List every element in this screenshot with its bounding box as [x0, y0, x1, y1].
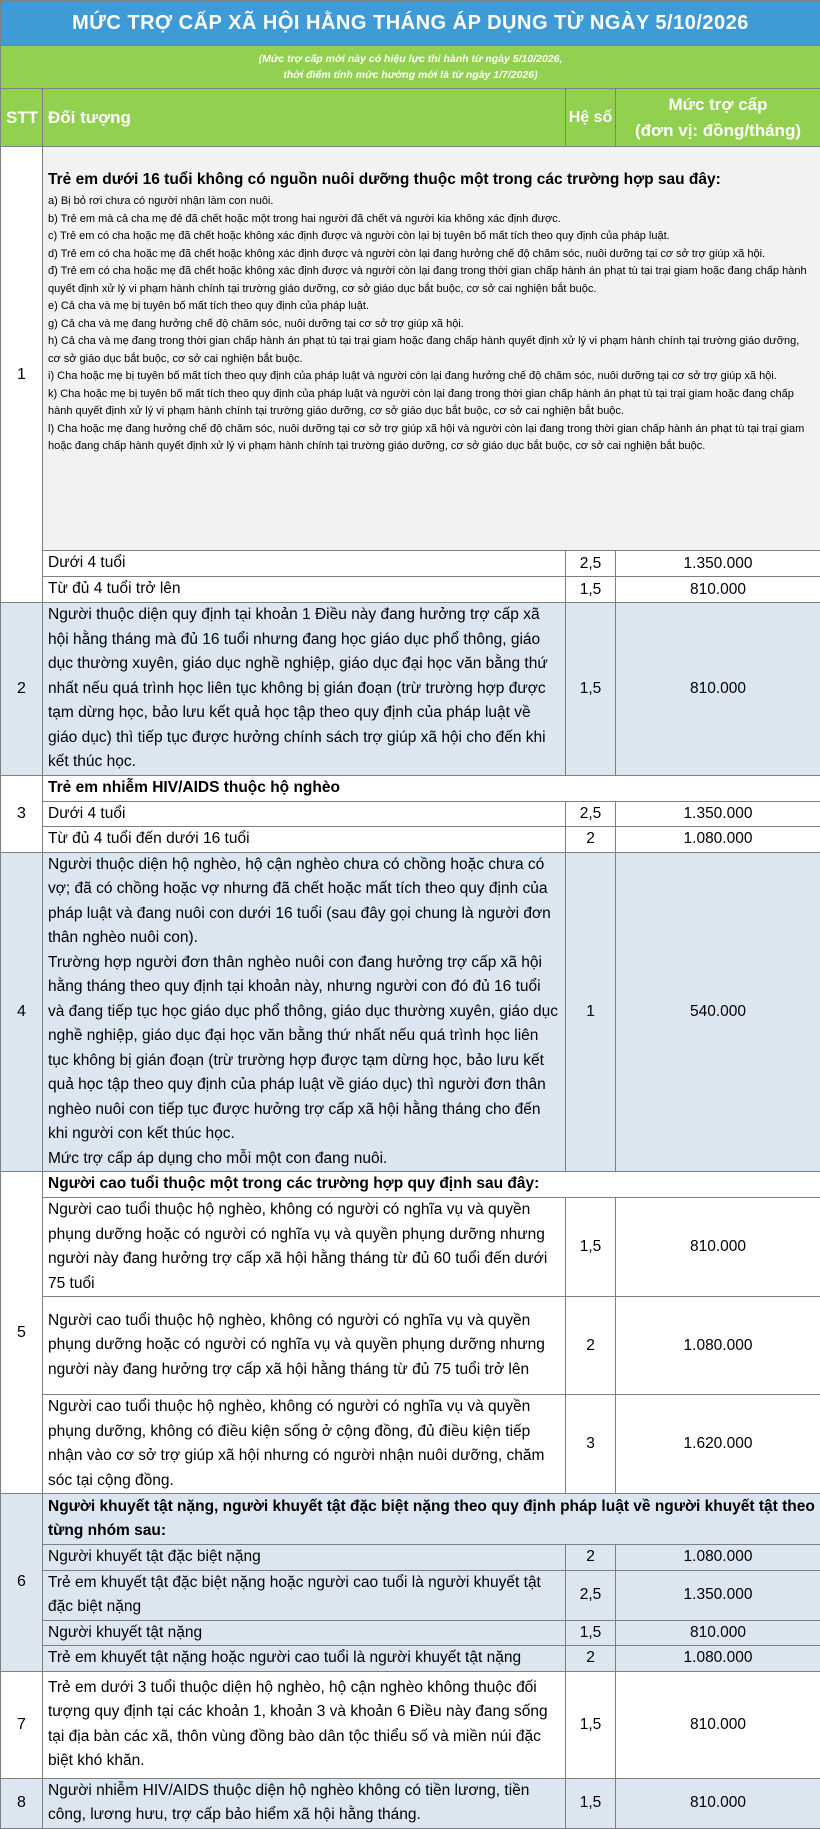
row-5-sub-3-coef: 3	[566, 1395, 616, 1494]
list-item: c) Trẻ em có cha hoặc mẹ đã chết hoặc không xác định được và người còn lại bị tuyên bố mất tích theo quy định của pháp luật.	[48, 228, 815, 246]
row-6-sub-1-coef: 2	[566, 1545, 616, 1571]
row-4-amount: 540.000	[616, 852, 820, 1172]
row-6-sub-2-label: Trẻ em khuyết tật đặc biệt nặng hoặc người cao tuổi là người khuyết tật đặc biệt nặng	[43, 1570, 566, 1620]
row-7-text: Trẻ em dưới 3 tuổi thuộc diện hộ nghèo, hộ cận nghèo không thuộc đối tượng quy định tại các khoản 1, khoản 3 và khoản 6 Điều này đang sống tại địa bàn các xã, thôn vùng đồng bào dân tộc thiểu số và miền núi đặc biệt khó khăn.	[43, 1671, 566, 1778]
row-1-case-list	[48, 193, 815, 456]
table-row-7	[1, 1671, 820, 1778]
row-3-sub-2-amount: 1.080.000	[616, 827, 820, 853]
table-row-6b	[1, 1570, 820, 1620]
table-row-6c	[1, 1620, 820, 1646]
list-item: a) Bị bỏ rơi chưa có người nhận làm con nuôi.	[48, 193, 815, 211]
row-5-sub-2-amount: 1.080.000	[616, 1297, 820, 1395]
stt-cell: 4	[1, 852, 43, 1172]
row-3-sub-1-amount: 1.350.000	[616, 801, 820, 827]
page-title: MỨC TRỢ CẤP XÃ HỘI HẰNG THÁNG ÁP DỤNG TỪ NGÀY 5/10/2026	[1, 1, 820, 46]
row-1-sub-2-label: Từ đủ 4 tuổi trở lên	[43, 577, 566, 603]
stt-cell: 6	[1, 1494, 43, 1672]
row-5-sub-2-label: Người cao tuổi thuộc hộ nghèo, không có người có nghĩa vụ và quyền phụng dưỡng hoặc có người có nghĩa vụ và quyền phụng dưỡng nhưng người này đang hưởng trợ cấp xã hội hằng tháng từ đủ 75 tuổi trở lên	[43, 1297, 566, 1395]
list-item: i) Cha hoặc mẹ bị tuyên bố mất tích theo quy định của pháp luật và người còn lại đang hưởng chế độ chăm sóc, nuôi dưỡng tại cơ sở trợ giúp xã hội.	[48, 368, 815, 386]
header-stt: STT	[1, 89, 43, 147]
table-row-5	[1, 1172, 820, 1198]
row-1-sub-1-coef: 2,5	[566, 551, 616, 577]
list-item: đ) Trẻ em có cha hoặc mẹ đã chết hoặc không xác định được và người còn lại đang trong thời gian chấp hành án phạt tù tại trại giam hoặc đang chấp hành quyết định xử lý vi phạm hành chính tại trường giáo dưỡng, cơ sở giáo dục bắt buộc, cơ sở cai nghiện bắt buộc.	[48, 263, 815, 298]
table-row-3b	[1, 827, 820, 853]
row-6-sub-3-coef: 1,5	[566, 1620, 616, 1646]
row-5-sub-3-amount: 1.620.000	[616, 1395, 820, 1494]
row-6-sub-4-label: Trẻ em khuyết tật nặng hoặc người cao tuổi là người khuyết tật nặng	[43, 1646, 566, 1672]
header-amount-unit: (đơn vị: đồng/tháng)	[621, 118, 815, 144]
stt-cell: 1	[1, 147, 43, 603]
table-row-1b	[1, 577, 820, 603]
row-2-amount: 810.000	[616, 603, 820, 776]
stt-cell: 7	[1, 1671, 43, 1778]
stt-cell: 2	[1, 603, 43, 776]
row-5-sub-1-amount: 810.000	[616, 1198, 820, 1297]
row-6-sub-2-coef: 2,5	[566, 1570, 616, 1620]
table-row-3a	[1, 801, 820, 827]
row-6-sub-1-amount: 1.080.000	[616, 1545, 820, 1571]
table-row-5c	[1, 1395, 820, 1494]
row-8-text: Người nhiễm HIV/AIDS thuộc diện hộ nghèo không có tiền lương, tiền công, lương hưu, trợ cấp bảo hiểm xã hội hằng tháng.	[43, 1778, 566, 1828]
header-amount	[616, 89, 820, 147]
stt-cell: 3	[1, 775, 43, 852]
row-8-amount: 810.000	[616, 1778, 820, 1828]
note-row	[1, 46, 820, 89]
header-coef: Hệ số	[566, 89, 616, 147]
header-row	[1, 89, 820, 147]
row-8-coef: 1,5	[566, 1778, 616, 1828]
note-line-2: thời điểm tính mức hưởng mới là từ ngày 1/7/2026)	[6, 67, 815, 83]
list-item: g) Cả cha và mẹ đang hưởng chế độ chăm sóc, nuôi dưỡng tại cơ sở trợ giúp xã hội.	[48, 316, 815, 334]
row-6-sub-4-amount: 1.080.000	[616, 1646, 820, 1672]
row-4-text	[43, 852, 566, 1172]
note-line-1: (Mức trợ cấp mới này có hiệu lực thi hành từ ngày 5/10/2026,	[6, 51, 815, 67]
row-6-sub-3-amount: 810.000	[616, 1620, 820, 1646]
row-3-heading: Trẻ em nhiễm HIV/AIDS thuộc hộ nghèo	[43, 775, 820, 801]
effective-date-note	[1, 46, 820, 89]
table-row-3	[1, 775, 820, 801]
header-subject: Đối tượng	[43, 89, 566, 147]
list-item: k) Cha hoặc mẹ bị tuyên bố mất tích theo quy định của pháp luật và người còn lại đang trong thời gian chấp hành án phạt tù tại trại giam hoặc đang chấp hành quyết định xử lý vi phạm hành chính tại trường giáo dưỡng, cơ sở giáo dục bắt buộc, cơ sở cai nghiện bắt buộc.	[48, 386, 815, 421]
list-item: b) Trẻ em mà cả cha mẹ đẻ đã chết hoặc một trong hai người đã chết và người kia không xác định được.	[48, 211, 815, 229]
table-row-6a	[1, 1545, 820, 1571]
row-4-paragraph-3: Mức trợ cấp áp dụng cho mỗi một con đang nuôi.	[48, 1147, 560, 1172]
list-item: l) Cha hoặc mẹ đang hưởng chế độ chăm sóc, nuôi dưỡng tại cơ sở trợ giúp xã hội và người còn lại đang trong thời gian chấp hành án phạt tù tại trại giam hoặc đang chấp hành quyết định xử lý vi phạm hành chính tại trường giáo dưỡng, cơ sở giáo dục bắt buộc, cơ sở cai nghiện bắt buộc.	[48, 421, 815, 456]
row-4-coef: 1	[566, 852, 616, 1172]
table-row-8	[1, 1778, 820, 1828]
table-row-6	[1, 1494, 820, 1545]
row-5-sub-1-coef: 1,5	[566, 1198, 616, 1297]
row-4-paragraph-1: Người thuộc diện hộ nghèo, hộ cận nghèo chưa có chồng hoặc chưa có vợ; đã có chồng hoặc vợ nhưng đã chết hoặc mất tích theo quy định của pháp luật và đang nuôi con dưới 16 tuổi (sau đây gọi chung là người đơn thân nghèo nuôi con).	[48, 853, 560, 951]
row-3-sub-1-label: Dưới 4 tuổi	[43, 801, 566, 827]
stt-cell: 5	[1, 1172, 43, 1494]
title-row	[1, 1, 820, 46]
row-7-amount: 810.000	[616, 1671, 820, 1778]
row-3-sub-2-coef: 2	[566, 827, 616, 853]
row-5-heading: Người cao tuổi thuộc một trong các trường hợp quy định sau đây:	[43, 1172, 820, 1198]
row-1-sub-1-amount: 1.350.000	[616, 551, 820, 577]
list-item: e) Cả cha và mẹ bị tuyên bố mất tích theo quy định của pháp luật.	[48, 298, 815, 316]
row-2-coef: 1,5	[566, 603, 616, 776]
table-row-2	[1, 603, 820, 776]
row-5-sub-3-label: Người cao tuổi thuộc hộ nghèo, không có người có nghĩa vụ và quyền phụng dưỡng, không có điều kiện sống ở cộng đồng, đủ điều kiện tiếp nhận vào cơ sở trợ giúp xã hội nhưng có người nhận nuôi dưỡng, chăm sóc tại cộng đồng.	[43, 1395, 566, 1494]
row-3-sub-2-label: Từ đủ 4 tuổi đến dưới 16 tuổi	[43, 827, 566, 853]
table-row-4	[1, 852, 820, 1172]
row-3-sub-1-coef: 2,5	[566, 801, 616, 827]
table-row-1	[1, 147, 820, 551]
header-amount-title: Mức trợ cấp	[621, 92, 815, 118]
row-6-sub-3-label: Người khuyết tật nặng	[43, 1620, 566, 1646]
row-6-heading: Người khuyết tật nặng, người khuyết tật đặc biệt nặng theo quy định pháp luật về người khuyết tật theo từng nhóm sau:	[43, 1494, 820, 1545]
list-item: d) Trẻ em có cha hoặc mẹ đã chết hoặc không xác định được và người còn lại đang hưởng chế độ chăm sóc, nuôi dưỡng tại cơ sở trợ giúp xã hội.	[48, 246, 815, 264]
table-row-5b	[1, 1297, 820, 1395]
row-5-sub-2-coef: 2	[566, 1297, 616, 1395]
row-1-sub-2-amount: 810.000	[616, 577, 820, 603]
row-6-sub-1-label: Người khuyết tật đặc biệt nặng	[43, 1545, 566, 1571]
table-row-6d	[1, 1646, 820, 1672]
table-row-5a	[1, 1198, 820, 1297]
row-1-sub-1-label: Dưới 4 tuổi	[43, 551, 566, 577]
row-7-coef: 1,5	[566, 1671, 616, 1778]
list-item: h) Cả cha và mẹ đang trong thời gian chấp hành án phạt tù tại trại giam hoặc đang chấp hành quyết định xử lý vi phạm hành chính tại trường giáo dưỡng, cơ sở giáo dục bắt buộc, cơ sở cai nghiện bắt buộc.	[48, 333, 815, 368]
row-6-sub-2-amount: 1.350.000	[616, 1570, 820, 1620]
row-1-conditions	[43, 147, 820, 551]
row-1-sub-2-coef: 1,5	[566, 577, 616, 603]
row-4-paragraph-2: Trường hợp người đơn thân nghèo nuôi con đang hưởng trợ cấp xã hội hằng tháng theo quy định tại khoản này, nhưng người con đó đủ 16 tuổi và đang tiếp tục học giáo dục phổ thông, giáo dục thường xuyên, giáo dục nghề nghiệp, giáo dục đại học văn bằng thứ nhất nếu quá trình học liên tục không bị gián đoạn (trừ trường hợp được tạm dừng học, bảo lưu kết quả học tập theo quy định của pháp luật về giáo dục) thì người đơn thân nghèo nuôi con tiếp tục được hưởng trợ cấp xã hội hằng tháng cho đến khi người con kết thúc học.	[48, 951, 560, 1147]
row-6-sub-4-coef: 2	[566, 1646, 616, 1672]
row-5-sub-1-label: Người cao tuổi thuộc hộ nghèo, không có người có nghĩa vụ và quyền phụng dưỡng hoặc có người có nghĩa vụ và quyền phụng dưỡng nhưng người này đang hưởng trợ cấp xã hội hằng tháng từ đủ 60 tuổi đến dưới 75 tuổi	[43, 1198, 566, 1297]
stt-cell: 8	[1, 1778, 43, 1828]
row-2-text: Người thuộc diện quy định tại khoản 1 Điều này đang hưởng trợ cấp xã hội hằng tháng mà đủ 16 tuổi nhưng đang học giáo dục phổ thông, giáo dục thường xuyên, giáo dục nghề nghiệp, giáo dục đại học văn bằng thứ nhất nếu quá trình học liên tục không bị gián đoạn (trừ trường hợp được tạm dừng học, bảo lưu kết quả học tập theo quy định của pháp luật về giáo dục) thì tiếp tục được hưởng chính sách trợ giúp xã hội cho đến khi kết thúc học.	[43, 603, 566, 776]
row-1-heading: Trẻ em dưới 16 tuổi không có nguồn nuôi dưỡng thuộc một trong các trường hợp sau đây:	[48, 169, 815, 191]
table-row-1a	[1, 551, 820, 577]
